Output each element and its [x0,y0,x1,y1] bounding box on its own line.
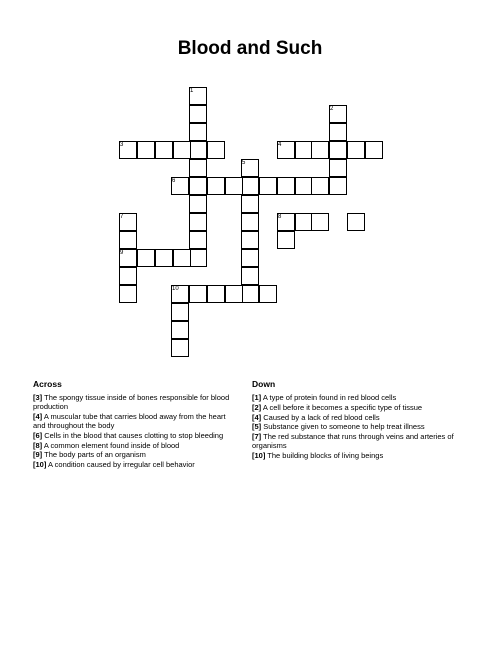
down-clue [252,403,472,412]
grid-cell[interactable] [259,285,277,303]
grid-cell[interactable] [137,141,155,159]
clue-number-label: [1] [252,393,262,403]
clue-number: 6 [172,178,176,184]
grid-cell[interactable] [311,213,329,231]
grid-cell[interactable] [119,231,137,249]
grid-cell[interactable] [171,321,189,339]
clue-text: A condition caused by irregular cell behavior [46,460,195,470]
clue-text: A common element found inside of blood [42,440,180,450]
grid-cell[interactable] [189,159,207,177]
down-clue [252,432,472,450]
grid-cell[interactable] [329,177,347,195]
clue-number: 10 [172,286,179,292]
clue-text: Cells in the blood that causes clotting to stop bleeding [42,431,224,441]
clue-number-label: [2] [252,402,262,412]
clue-number: 2 [330,106,334,112]
grid-cell[interactable] [225,177,243,195]
clue-number: 5 [242,160,246,166]
grid-cell[interactable] [241,213,259,231]
clue-number-label: [4] [252,412,262,422]
grid-cell[interactable] [347,141,365,159]
clue-number-label: [3] [33,393,43,403]
grid-cell[interactable] [241,285,259,303]
grid-cell[interactable] [207,141,225,159]
page-title: Blood and Such [177,38,323,59]
down-heading: Down [252,379,276,389]
clue-number: 9 [120,250,124,256]
across-clue [33,460,238,469]
grid-cell[interactable] [259,177,277,195]
across-heading: Across [33,379,62,389]
grid-cell[interactable] [189,177,207,195]
clue-number: 4 [278,142,282,148]
clue-text: The red substance that runs through veins and arteries of organisms [252,432,454,451]
grid-cell[interactable] [329,159,347,177]
clue-number-label: [10] [252,450,266,460]
clue-text: The body parts of an organism [42,450,146,460]
grid-cell[interactable] [171,339,189,357]
grid-cell[interactable] [189,231,207,249]
clue-number: 8 [278,214,282,220]
grid-cell[interactable] [241,195,259,213]
grid-cell[interactable] [171,303,189,321]
grid-cell[interactable] [155,141,173,159]
down-clue [252,413,472,422]
across-clue [33,450,238,459]
grid-cell[interactable] [329,123,347,141]
grid-cell[interactable] [365,141,383,159]
clue-number-label: [5] [252,422,262,432]
grid-cell[interactable] [311,141,329,159]
grid-cell[interactable] [241,231,259,249]
clue-text: Substance given to someone to help treat illness [261,422,425,432]
clue-number-label: [6] [33,431,43,441]
clue-text: Caused by a lack of red blood cells [261,412,380,422]
clue-text: A type of protein found in red blood cells [261,393,397,403]
down-clue-list [252,393,472,460]
grid-cell[interactable] [277,231,295,249]
down-clue [252,393,472,402]
grid-cell[interactable] [189,249,207,267]
clue-number-label: [7] [252,432,262,442]
grid-cell[interactable] [277,177,295,195]
clue-number: 3 [120,142,124,148]
down-clue [252,451,472,460]
clue-text: A cell before it becomes a specific type of tissue [261,402,423,412]
grid-cell[interactable] [189,105,207,123]
down-clues [252,380,472,461]
grid-cell[interactable] [137,249,155,267]
clue-number-label: [8] [33,440,43,450]
clue-text: The building blocks of living beings [265,450,384,460]
grid-cell[interactable] [241,177,259,195]
down-clue [252,422,472,431]
clue-text: A muscular tube that carries blood away from the heart and throughout the body [33,412,226,431]
grid-cell[interactable] [189,123,207,141]
clue-text: The spongy tissue inside of bones responsible for blood production [33,393,230,412]
across-clue [33,441,238,450]
across-clue [33,393,238,411]
grid-cell[interactable] [119,285,137,303]
clue-number-label: [10] [33,460,47,470]
clue-number-label: [4] [33,412,43,422]
grid-cell[interactable] [225,285,243,303]
across-clue-list [33,393,238,469]
grid-cell[interactable] [173,249,191,267]
grid-cell[interactable] [241,267,259,285]
grid-cell[interactable] [189,285,207,303]
grid-cell[interactable] [347,213,365,231]
grid-cell[interactable] [241,249,259,267]
grid-cell[interactable] [189,141,207,159]
grid-cell[interactable] [155,249,173,267]
grid-cell[interactable] [189,195,207,213]
clue-number-label: [9] [33,450,43,460]
grid-cell[interactable] [329,141,347,159]
across-clue [33,412,238,430]
grid-cell[interactable] [173,141,191,159]
grid-cell[interactable] [311,177,329,195]
across-clues [33,380,238,470]
grid-cell[interactable] [189,213,207,231]
across-clue [33,431,238,440]
grid-cell[interactable] [119,267,137,285]
clue-number: 1 [190,88,194,94]
grid-cell[interactable] [207,285,225,303]
clue-number: 7 [120,214,124,220]
grid-cell[interactable] [207,177,225,195]
